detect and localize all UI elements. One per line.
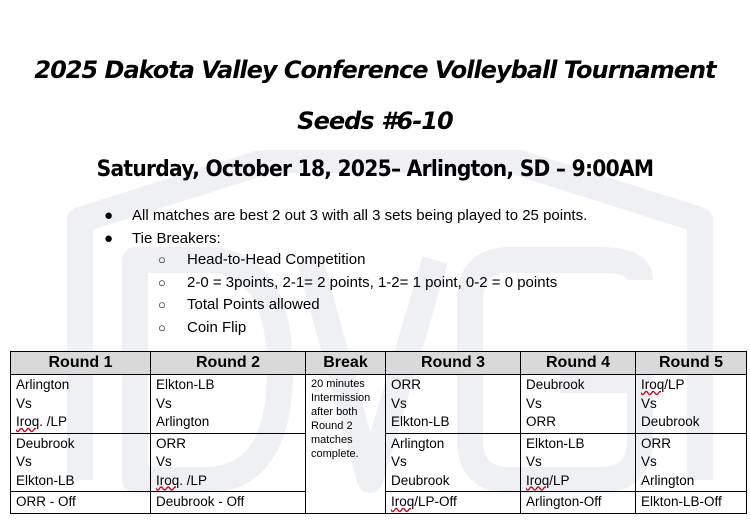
break-header: Break: [306, 352, 386, 375]
match-cell: ORR Vs Arlington: [636, 433, 747, 492]
tie-breaker-item: ○ Coin Flip: [158, 319, 247, 336]
seeds-subtitle: Seeds #6-10: [297, 107, 453, 135]
round-2-header: Round 2: [151, 352, 306, 375]
round-1-header: Round 1: [11, 352, 151, 375]
circle-bullet-icon: ○: [158, 297, 166, 312]
match-cell: Deubrook Vs Elkton-LB: [11, 433, 151, 492]
match-cell: Elkton-LB Vs Arlington: [151, 375, 306, 434]
tie-breaker-item: ○ Total Points allowed: [158, 296, 320, 313]
bracket-table: [10, 351, 747, 514]
circle-bullet-icon: ○: [158, 252, 166, 267]
match-cell: Elkton-LB Vs Iroq/LP: [521, 433, 636, 492]
match-cell: ORR Vs Iroq. /LP: [151, 433, 306, 492]
off-cell: Elkton-LB-Off: [636, 492, 747, 514]
bullet-icon: ●: [104, 230, 114, 247]
round-4-header: Round 4: [521, 352, 636, 375]
tie-breaker-item: ○ 2-0 = 3points, 2-1= 2 points, 1-2= 1 point, 0-2 = 0 points: [158, 274, 558, 291]
circle-bullet-icon: ○: [158, 320, 166, 335]
break-note: 20 minutes Intermission after both Round 2 matches complete.: [306, 375, 386, 514]
rule-item: ● Tie Breakers:: [104, 230, 221, 247]
match-cell: Iroq/LP Vs Deubrook: [636, 375, 747, 434]
off-cell: Deubrook - Off: [151, 492, 306, 514]
match-cell: Arlington Vs Iroq. /LP: [11, 375, 151, 434]
off-cell: ORR - Off: [11, 492, 151, 514]
round-5-header: Round 5: [636, 352, 747, 375]
off-cell: Iroq/LP-Off: [386, 492, 521, 514]
circle-bullet-icon: ○: [158, 275, 166, 290]
match-cell: Deubrook Vs ORR: [521, 375, 636, 434]
header-row: [11, 352, 747, 375]
match-row-1: [11, 375, 747, 434]
match-cell: ORR Vs Elkton-LB: [386, 375, 521, 434]
date-location: Saturday, October 18, 2025– Arlington, SD – 9:00AM: [96, 157, 654, 182]
off-cell: Arlington-Off: [521, 492, 636, 514]
bullet-icon: ●: [104, 207, 114, 224]
match-cell: Arlington Vs Deubrook: [386, 433, 521, 492]
round-3-header: Round 3: [386, 352, 521, 375]
rule-item: ● All matches are best 2 out 3 with all 3 sets being played to 25 points.: [104, 207, 588, 224]
tie-breaker-item: ○ Head-to-Head Competition: [158, 251, 366, 268]
tournament-title: 2025 Dakota Valley Conference Volleyball Tournament: [34, 56, 716, 84]
